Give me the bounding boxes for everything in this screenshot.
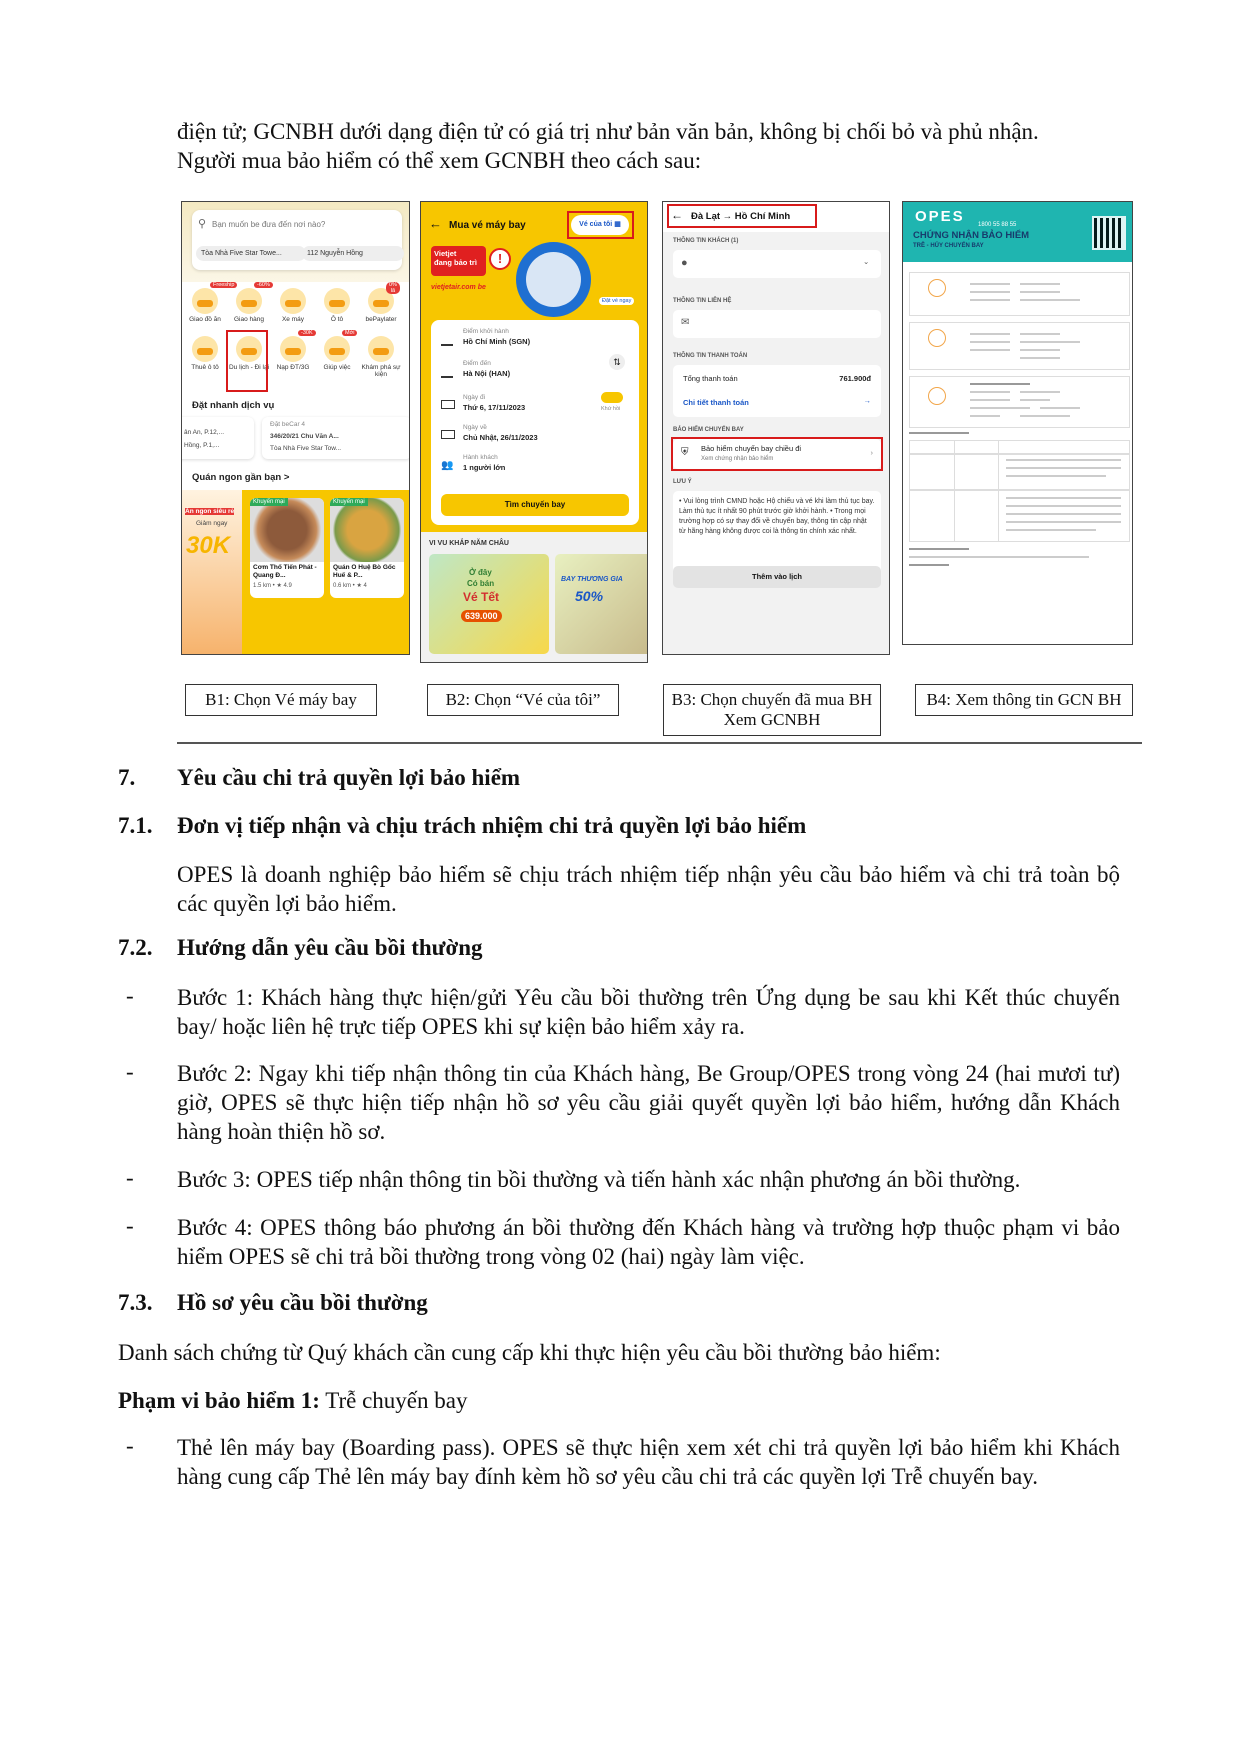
total-amount: 761.900đ <box>839 374 871 383</box>
mail-icon: ✉ <box>681 317 690 328</box>
qr-icon: ▦ <box>614 221 621 228</box>
back-arrow-icon[interactable]: ← <box>429 216 442 231</box>
highlight-travel <box>226 330 268 392</box>
banner-image <box>516 242 591 317</box>
screenshot-booking-detail: ← Đà Lạt → Hồ Chí Minh THÔNG TIN KHÁCH (1) ● ⌄ THÔNG TIN LIÊN HỆ ✉ THÔNG TIN THANH TOÁN Tổng thanh toán 761.900đ Chi tiết thanh toán → BẢO HIỂM CHUYẾN BAY ⛨ Bảo hiểm chuyến bay chiều đi Xem chứng nhận bảo hiểm › LƯU Ý • Vui lòng trình CMND hoặc Hộ chiếu và vé khi làm thủ tục bay. Làm thủ tục ít nhất 90 phút trước giờ khởi hành. • Trong mọi trường hợp có sự thay đổi về chuyến bay, thông tin cập nhật từ hãng hàng không được coi là thông tin chính xác nhất. Thêm vào lịch <box>662 201 890 655</box>
round-trip-toggle[interactable] <box>601 392 623 403</box>
promo-banner[interactable]: Ăn ngon siêu rẻ Giảm ngay 30K <box>182 490 242 655</box>
promo-card-tet[interactable]: Ở đây Có bán Vé Tết 639.000 <box>429 554 549 654</box>
takeoff-icon <box>441 334 453 346</box>
user-icon <box>928 329 946 347</box>
step-1: Bước 1: Khách hàng thực hiện/gửi Yêu cầu bồi thường trên Ứng dụng be sau khi Kết thúc chuyến bay/ hoặc liên hệ trực tiếp OPES khi sự kiện bảo hiểm xảy ra. <box>177 985 1120 1039</box>
add-to-calendar-button[interactable]: Thêm vào lịch <box>673 566 881 588</box>
user-icon <box>928 279 946 297</box>
nearby-title[interactable]: Quán ngon gần bạn > <box>192 472 290 483</box>
certificate-header <box>903 202 1132 262</box>
promo-section: VI VU KHẮP NĂM CHÂU Ở đây Có bán Vé Tết 639.000 BAY THƯƠNG GIA 50% <box>421 532 647 663</box>
step-2: Bước 2: Ngay khi tiếp nhận thông tin của Khách hàng, Be Group/OPES trong vòng 24 (hai mươi tư) giờ, OPES sẽ thực hiện tiếp nhận hồ sơ yêu cầu giải quyết quyền lợi bảo hiểm, hướng dẫn Khách hàng hoàn thiện hồ sơ. <box>177 1061 1120 1144</box>
service-travel[interactable]: Du lịch - Đi lại <box>228 336 270 371</box>
bullet-dash: - <box>126 1165 134 1190</box>
calendar-return-icon <box>441 430 455 439</box>
food-panel <box>242 490 410 655</box>
payment-detail-link[interactable]: Chi tiết thanh toán <box>683 398 749 407</box>
payment-card: Tổng thanh toán 761.900đ Chi tiết thanh toán → <box>673 365 881 417</box>
contact-card[interactable] <box>673 310 881 338</box>
food-image <box>250 498 324 562</box>
maintenance-banner: Vietjet đang bảo trì <box>431 246 486 276</box>
chevron-right-icon: › <box>870 448 873 457</box>
car-icon <box>324 288 350 314</box>
arrow-right-icon: → <box>863 396 871 405</box>
note-card: • Vui lòng trình CMND hoặc Hộ chiếu và vé khi làm thủ tục bay. Làm thủ tục ít nhất 90 phút trước giờ khởi hành. • Trong mọi trường hợp có sự thay đổi về chuyến bay, thông tin cập nhật từ hãng hàng không được coi là thông tin chính xác nhất. <box>673 491 881 577</box>
person-icon: ● <box>681 257 688 269</box>
insured-info-box <box>909 322 1130 370</box>
brand-text: vietjetair.com be <box>431 284 486 291</box>
passengers-icon: 👥 <box>441 460 454 471</box>
service-car[interactable]: Ô tô <box>316 288 358 323</box>
screen-title: Mua vé máy bay <box>449 220 526 231</box>
bullet-dash: - <box>126 1213 134 1238</box>
caption-step-4: B4: Xem thông tin GCN BH <box>915 684 1133 716</box>
flight-search-form: Điểm khởi hành Hồ Chí Minh (SGN) ⇅ Điểm đến Hà Nội (HAN) Ngày đi Thứ 6, 17/11/2023 Khứ hồi Ngày về Chủ Nhật, 26/11/2023 👥 Hành khách 1 người lớn Tìm chuyến bay <box>431 320 639 525</box>
intro-paragraph <box>177 117 1120 175</box>
screenshot-insurance-certificate <box>902 201 1133 645</box>
caption-step-2: B2: Chọn “Vé của tôi” <box>427 684 619 716</box>
swap-icon[interactable]: ⇅ <box>609 354 625 370</box>
flight-icon <box>928 387 946 405</box>
search-icon: ⚲ <box>198 218 207 230</box>
section-divider <box>177 742 1142 744</box>
screenshot-flight-booking <box>420 201 648 663</box>
search-box[interactable] <box>192 210 402 270</box>
box-icon: -60% <box>236 288 262 314</box>
buyer-info-box <box>909 272 1130 316</box>
search-flights-button[interactable]: Tìm chuyến bay <box>441 494 629 516</box>
document-item: Thẻ lên máy bay (Boarding pass). OPES sẽ thực hiện xem xét chi trả quyền lợi bảo hiểm khi Khách hàng cung cấp Thẻ lên máy bay đính kèm hồ sơ yêu cầu chi trả các quyền lợi Trễ chuyến bay. <box>177 1435 1120 1489</box>
landing-icon <box>441 366 453 378</box>
origin-field[interactable]: Hồ Chí Minh (SGN) <box>463 337 531 346</box>
chevron-down-icon: ⌄ <box>863 257 870 266</box>
location-chip[interactable]: Tòa Nhà Five Star Towe... <box>196 246 306 261</box>
food-card[interactable]: Khuyến mại Quán O Huệ Bò Gốc Huế & P... 0.6 km • ★ 4 <box>330 498 404 598</box>
highlight-route <box>667 204 817 228</box>
paragraph-7-1: OPES là doanh nghiệp bảo hiểm sẽ chịu trách nhiệm tiếp nhận yêu cầu bảo hiểm và chi trả toàn bộ các quyền lợi bảo hiểm. <box>177 862 1120 916</box>
food-card[interactable]: Khuyến mại Cơm Thố Tiến Phát - Quang Đ... 1.5 km • ★ 4.9 <box>250 498 324 598</box>
quick-card[interactable]: ân An, P.12,... Hồng, P.1,... <box>181 417 254 459</box>
broom-icon: Mới <box>324 336 350 362</box>
highlight-my-tickets <box>567 211 634 239</box>
service-housekeeping[interactable]: Mới Giúp việc <box>316 336 358 371</box>
documents-intro: Danh sách chứng từ Quý khách cần cung cấp khi thực hiện yêu cầu bồi thường bảo hiểm: <box>118 1340 941 1365</box>
hotline: 1800 55 88 55 <box>978 222 1017 228</box>
motorbike-icon <box>280 288 306 314</box>
step-4: Bước 4: OPES thông báo phương án bồi thường đến Khách hàng và trường hợp thuộc phạm vi bảo hiểm OPES sẽ chi trả bồi thường trong vòng 02 (hai) ngày làm việc. <box>177 1215 1120 1269</box>
scope-label: Phạm vi bảo hiểm 1: <box>118 1388 320 1413</box>
wallet-icon: 0% lã <box>368 288 394 314</box>
screenshot-be-home <box>181 201 410 655</box>
route-title: Đà Lạt → Hồ Chí Minh <box>691 211 791 222</box>
quick-card-becar[interactable]: Đặt beCar 4 346/20/21 Chu Văn A... Tòa Nhà Five Star Tow... <box>262 417 410 459</box>
event-icon <box>368 336 394 362</box>
certificate-title: CHỨNG NHẬN BẢO HIỂM <box>913 230 1030 241</box>
guest-card[interactable] <box>673 250 881 278</box>
step-3: Bước 3: OPES tiếp nhận thông tin bồi thường và tiến hành xác nhận phương án bồi thường. <box>177 1167 1021 1192</box>
promo-card-business[interactable]: BAY THƯƠNG GIA 50% <box>555 554 648 654</box>
coverage-table <box>909 440 1130 542</box>
caption-step-1: B1: Chọn Vé máy bay <box>185 684 377 716</box>
food-icon: Freeship <box>192 288 218 314</box>
sticker: Đặt vé ngay <box>599 297 634 305</box>
flight-info-box <box>909 376 1130 428</box>
intro-line-1: điện tử; GCNBH dưới dạng điện tử có giá trị như bản văn bản, không bị chối bỏ và phủ nhận. <box>177 119 1039 144</box>
search-placeholder: Bạn muốn be đưa đến nơi nào? <box>212 220 326 229</box>
depart-date-field[interactable]: Thứ 6, 17/11/2023 <box>463 403 526 412</box>
shield-icon: ⛨ <box>681 447 689 458</box>
destination-field[interactable]: Hà Nội (HAN) <box>463 369 511 378</box>
passengers-field[interactable]: 1 người lớn <box>463 463 506 472</box>
calendar-icon <box>441 400 455 409</box>
bullet-dash: - <box>126 1433 134 1458</box>
my-tickets-button[interactable]: Vé của tôi ▦ <box>571 215 629 235</box>
scope-value: Trễ chuyến bay <box>319 1388 468 1413</box>
food-image <box>330 498 404 562</box>
back-arrow-icon[interactable]: ← <box>671 208 683 222</box>
service-food[interactable]: Freeship Giao đồ ăn <box>184 288 226 323</box>
qr-code <box>1094 218 1124 248</box>
bullet-dash: - <box>126 1059 134 1084</box>
opes-logo: OPES <box>915 208 965 225</box>
alert-icon: ! <box>489 248 511 270</box>
service-car-rental[interactable]: Thuê ô tô <box>184 336 226 371</box>
service-topup[interactable]: -30K Nạp ĐT/3G <box>272 336 314 371</box>
scope-1 <box>118 1386 467 1415</box>
service-events[interactable]: Khám phá sự kiện <box>360 336 402 378</box>
service-delivery[interactable]: -60% Giao hàng <box>228 288 270 323</box>
certificate-subtitle: TRỄ - HỦY CHUYẾN BAY <box>913 243 984 249</box>
quick-services-title: Đặt nhanh dịch vụ <box>192 400 275 411</box>
insurance-card[interactable]: ⛨ Bảo hiểm chuyến bay chiều đi Xem chứng nhận bảo hiểm › <box>673 439 881 469</box>
caption-step-3: B3: Chọn chuyến đã mua BH Xem GCNBH <box>663 684 881 736</box>
service-bike[interactable]: Xe máy <box>272 288 314 323</box>
location-chip[interactable]: 112 Nguyễn Hồng <box>302 246 404 261</box>
highlight-insurance <box>671 437 883 471</box>
bullet-dash: - <box>126 983 134 1008</box>
intro-line-2: Người mua bảo hiểm có thể xem GCNBH theo cách sau: <box>177 148 702 173</box>
return-date-field[interactable]: Chủ Nhật, 26/11/2023 <box>463 433 538 442</box>
service-paylater[interactable]: 0% lã bePaylater <box>360 288 402 323</box>
car-rental-icon <box>192 336 218 362</box>
phone-topup-icon: -30K <box>280 336 306 362</box>
